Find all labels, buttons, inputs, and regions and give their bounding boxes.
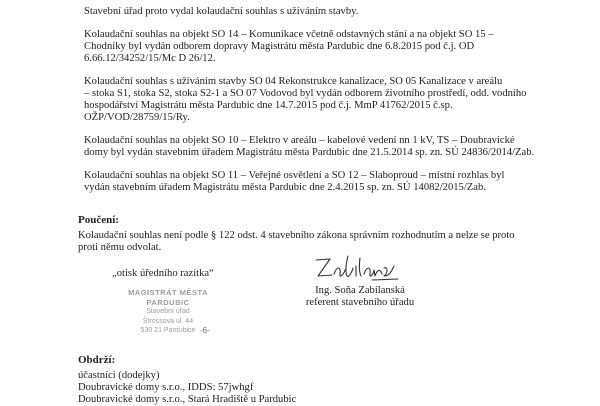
para2-line3: hospodářství Magistrátu města Pardubic dne 14.7.2015 pod č.j. MmP 41762/2015 č.sp. [84,100,453,111]
stamp-office: MAGISTRÁT MĚSTA PARDUBIC [128,288,208,307]
para1-line2: Chodníky byl vydán odborem dopravy Magistrátu města Pardubic dne 6.8.2015 pod č.j. OD [84,41,475,52]
stamp-label: „otisk úředního razítka“ [112,268,214,279]
signatory-role: referent stavebního úřadu [305,297,415,308]
para1-line3: 6.66.12/34252/15/Mc D 26/12. [84,53,216,64]
stamp-number: -6- [200,326,210,335]
instructions-heading: Poučení: [78,214,119,226]
stamp-street: Štrossova ul. 44 [142,317,194,325]
instructions-line1: Kolaudační souhlas není podle § 122 odst. 4 stavebního zákona správním rozhodnutím a nelze se proto [78,230,515,241]
para4-line2: vydán stavebním úřadem Magistrátu města Pardubic dne 2.4.2015 sp. zn. SÚ 14082/2015/Zab. [84,182,486,193]
para2-line4: OŽP/VOD/28759/15/Ry. [84,112,190,123]
para3-line1: Kolaudační souhlas na objekt SO 10 – Elektro v areálu – kabelové vedení nn 1 kV, TS – Doubravické [84,135,515,146]
recipient-1: účastníci (dodejky) [78,370,160,381]
stamp-department: Stavební úřad [146,308,190,315]
signatory-name: Ing. Soňa Zabilanská [315,285,405,296]
instructions-line2: proti němu odvolat. [78,242,162,253]
para4-line1: Kolaudační souhlas na objekt SO 11 – Veřejné osvětlení a SO 12 – Slaboproud – místní rozhlas byl [84,170,505,181]
recipient-3: Doubravické domy s.r.o., Stará Hradiště u Pardubic [78,394,297,405]
para3-line2: domy byl vydán stavebním úřadem Magistrátu města Pardubic dne 21.5.2014 sp. zn. SÚ 24836/2014/Zab. [84,147,535,158]
intro-text: Stavební úřad proto vydal kolaudační souhlas s užíváním stavby. [84,6,359,17]
recipient-2: Doubravické domy s.r.o., IDDS: 57jwhgf [78,382,254,393]
handwritten-signature [312,252,402,286]
para1-line1: Kolaudační souhlas na objekt SO 14 – Komunikace včetně odstavných stání a na objekt SO 15 – [84,29,494,40]
official-stamp [108,288,228,358]
para2-line2: – stoka S1, stoka S2, stoka S2-1 a SO 07 Vodovod byl vydán odborem životního prostředí, odd. vodního [84,88,527,99]
stamp-city: 530 21 Pardubice [140,327,196,334]
recipients-heading: Obdrží: [78,354,116,366]
para2-line1: Kolaudační souhlas s užíváním stavby SO 04 Rekonstrukce kanalizace, SO 05 Kanalizace v areálu [84,76,503,87]
